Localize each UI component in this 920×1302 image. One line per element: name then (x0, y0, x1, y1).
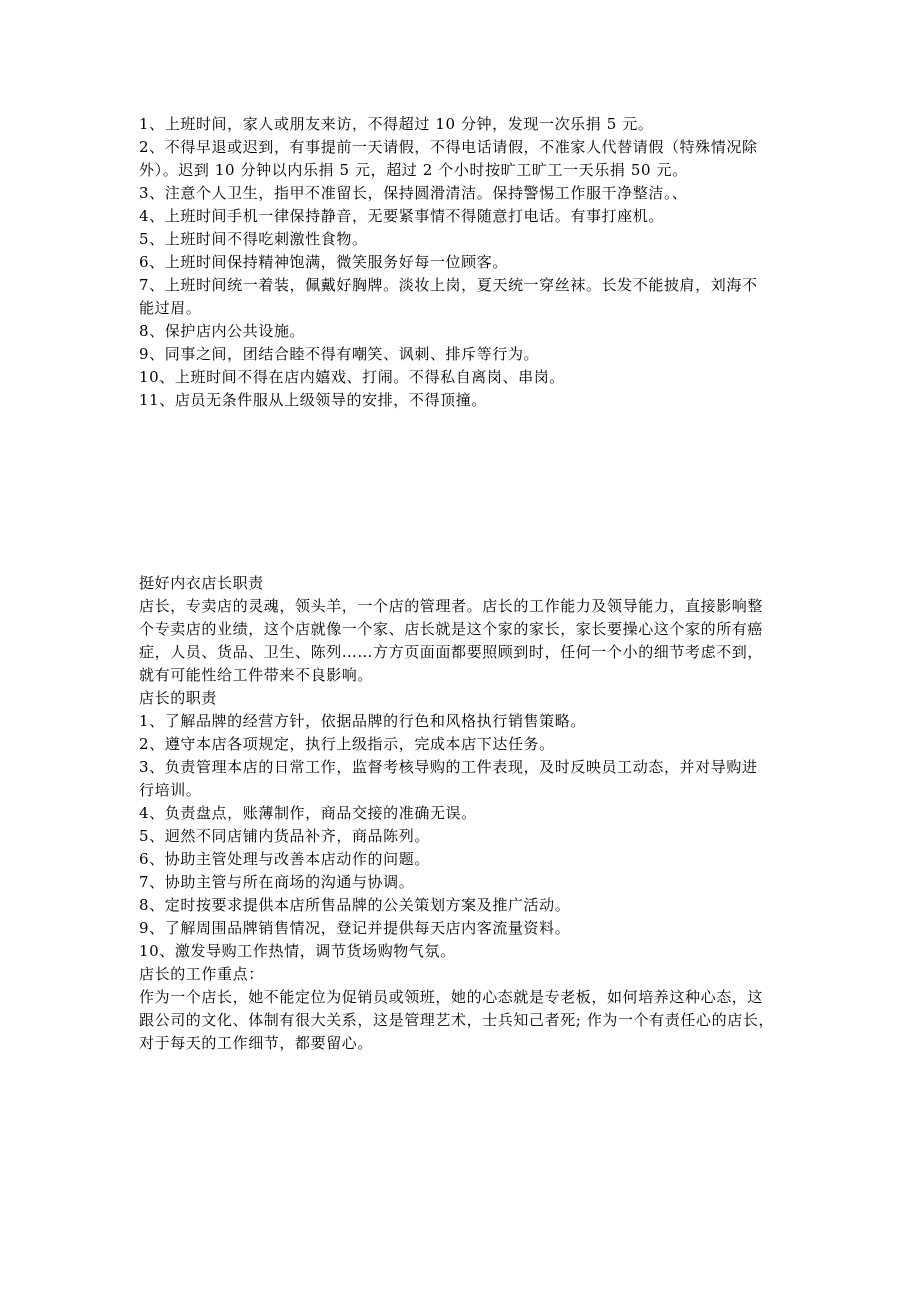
duty-line: 6、协助主管处理与改善本店动作的问题。 (139, 850, 430, 868)
focus-heading: 店长的工作重点： (139, 965, 264, 983)
rule-line: 6、上班时间保持精神饱满，微笑服务好每一位顾客。 (139, 253, 508, 271)
rule-line: 11、店员无条件服从上级领导的安排，不得顶撞。 (139, 391, 487, 409)
duty-line: 4、负责盘点，账薄制作，商品交接的准确无误。 (139, 804, 477, 822)
rule-line: 10、上班时间不得在店内嬉戏、打闹。不得私自离岗、串岗。 (139, 368, 565, 386)
duties-heading: 店长的职责 (139, 689, 218, 707)
duty-line: 1、了解品牌的经营方针，依据品牌的行色和风格执行销售策略。 (139, 712, 586, 730)
rule-line: 1、上班时间，家人或朋友来访，不得超过 10 分钟，发现一次乐捐 5 元。 (139, 115, 654, 133)
rule-line: 9、同事之间，团结合睦不得有嘲笑、讽刺、排斥等行为。 (139, 345, 540, 363)
manager-duties-section (139, 572, 783, 1055)
rule-line: 3、注意个人卫生，指甲不准留长，保持圆滑清洁。保持警惕工作服干净整洁。、 (139, 184, 688, 202)
rule-line: 外）。迟到 10 分钟以内乐捐 5 元，超过 2 个小时按旷工旷工一天乐捐 50 元。 (139, 161, 688, 179)
rule-line: 2、不得早退或迟到，有事提前一天请假，不得电话请假，不准家人代替请假（特殊情况除 (139, 138, 758, 156)
rule-line: 4、上班时间手机一律保持静音，无要紧事情不得随意打电话。有事打座机。 (139, 207, 664, 225)
rule-line: 能过眉。 (139, 299, 202, 317)
duty-line: 5、迥然不同店铺内货品补齐，商品陈列。 (139, 827, 430, 845)
intro-line: 就有可能性给工件带来不良影响。 (139, 666, 374, 684)
rule-line: 8、保护店内公共设施。 (139, 322, 306, 340)
duty-line: 2、遵守本店各项规定，执行上级指示，完成本店下达任务。 (139, 735, 555, 753)
duty-line: 10、激发导购工作热情，调节货场购物气氛。 (139, 942, 456, 960)
section-title: 挺好内衣店长职责 (139, 574, 264, 592)
duty-line: 9、了解周围品牌销售情况，登记并提供每天店内客流量资料。 (139, 919, 571, 937)
focus-line: 作为一个店长，她不能定位为促销员或领班，她的心态就是专老板，如何培养这种心态，这 (139, 988, 764, 1006)
intro-line: 店长，专卖店的灵魂，领头羊，一个店的管理者。店长的工作能力及领导能力，直接影响整 (139, 597, 764, 615)
intro-line: 症，人员、货品、卫生、陈列……方方页面面都要照顾到时，任何一个小的细节考虑不到， (139, 643, 764, 661)
duty-line: 行培训。 (139, 781, 202, 799)
duty-line: 3、负责管理本店的日常工作，监督考核导购的工件表现，及时反映员工动态，并对导购进 (139, 758, 758, 776)
duty-line: 8、定时按要求提供本店所售品牌的公关策划方案及推广活动。 (139, 896, 571, 914)
staff-rules-section (139, 113, 783, 412)
focus-line: 对于每天的工作细节，都要留心。 (139, 1034, 374, 1052)
focus-line: 跟公司的文化、体制有很大关系，这是管理艺术，士兵知己者死; 作为一个有责任心的店长， (139, 1011, 775, 1029)
rule-line: 5、上班时间不得吃刺激性食物。 (139, 230, 368, 248)
intro-line: 个专卖店的业绩，这个店就像一个家、店长就是这个家的家长，家长要操心这个家的所有癌 (139, 620, 764, 638)
rule-line: 7、上班时间统一着装，佩戴好胸牌。淡妆上岗，夏天统一穿丝袜。长发不能披肩，刘海不 (139, 276, 758, 294)
duty-line: 7、协助主管与所在商场的沟通与协调。 (139, 873, 415, 891)
